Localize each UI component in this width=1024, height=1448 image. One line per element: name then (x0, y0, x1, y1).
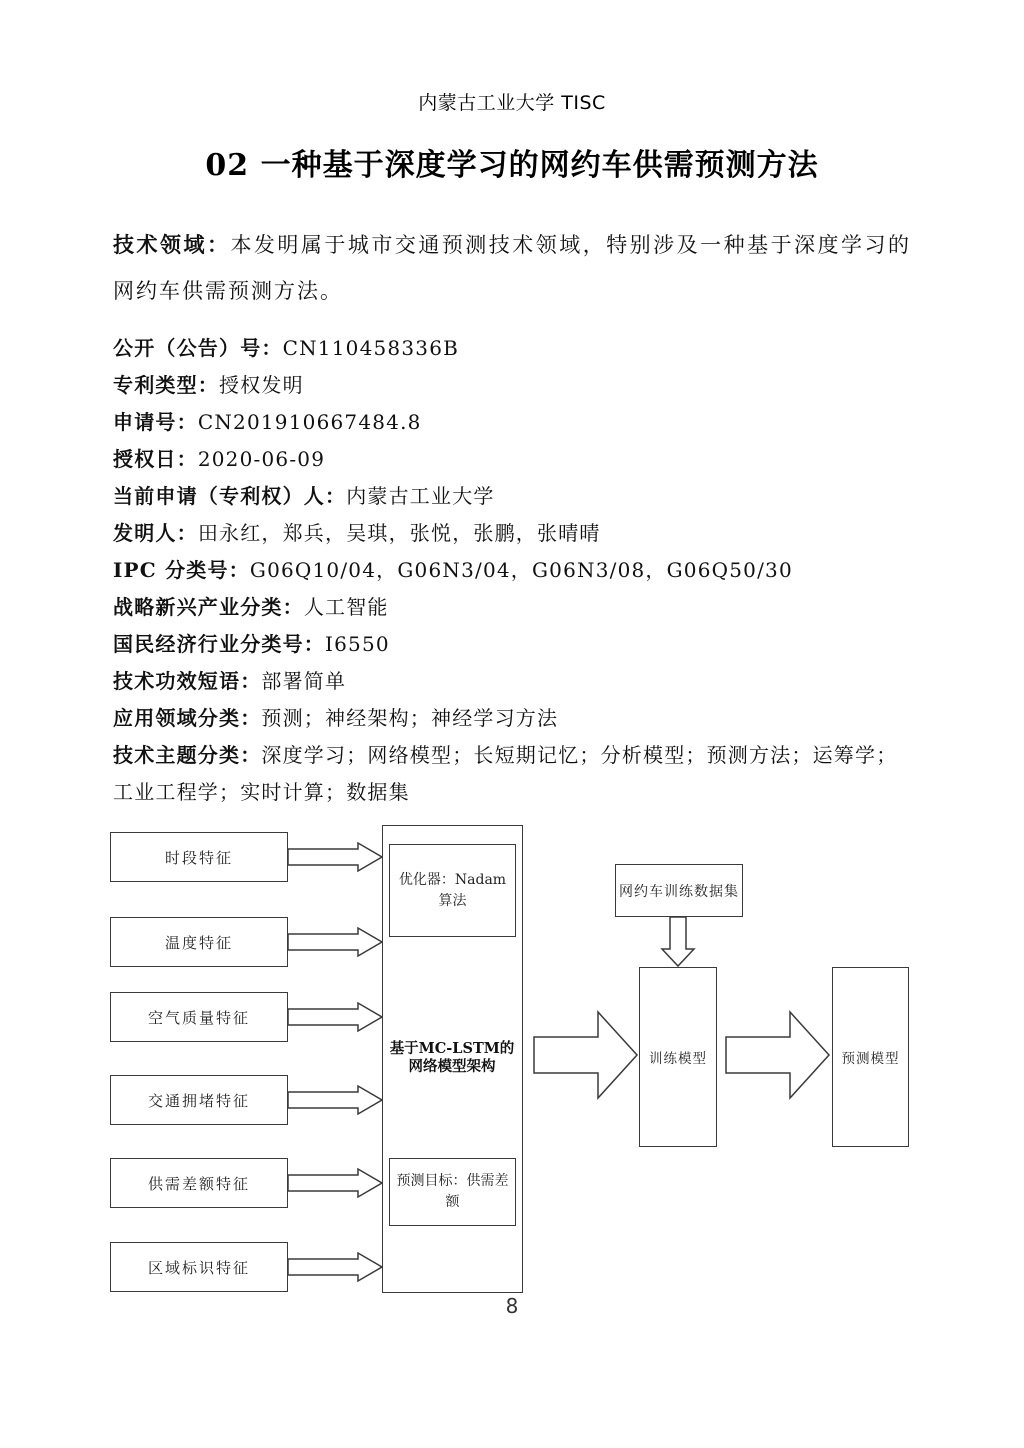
training-dataset-label: 网约车训练数据集 (619, 883, 739, 900)
field-label: 国民经济行业分类号： (113, 632, 325, 656)
feature-box-region-id (110, 1242, 288, 1292)
field-label: 申请号： (113, 410, 198, 434)
field-value: CN201910667484.8 (197, 410, 422, 434)
field-label: 战略新兴产业分类： (113, 595, 304, 619)
field-label: 公开（公告）号： (113, 336, 283, 360)
train-model-label: 训练模型 (649, 1051, 707, 1067)
training-dataset-box (615, 864, 743, 917)
field-value: G06Q10/04，G06N3/04，G06N3/08，G06Q50/30 (249, 558, 793, 582)
arrow-feature-4-icon (288, 1086, 382, 1114)
predict-model-box (832, 967, 909, 1147)
arrow-feature-5-icon (288, 1169, 382, 1197)
arrow-feature-1-icon (288, 843, 382, 871)
field-value: CN110458336B (282, 336, 460, 360)
flowchart-diagram (0, 815, 1024, 1315)
field-label: 专利类型： (113, 373, 219, 397)
field-value: I6550 (325, 632, 390, 656)
field-value: 2020-06-09 (197, 447, 326, 471)
field-label: 应用领域分类： (113, 706, 262, 730)
field-label: 授权日： (113, 447, 198, 471)
field-row-current-assignee (113, 478, 911, 515)
technical-field-text: 本发明属于城市交通预测技术领域，特别涉及一种基于深度学习的网约车供需预测方法。 (113, 233, 912, 303)
field-row-application-number (113, 404, 911, 441)
page-title: 02 一种基于深度学习的网约车供需预测方法 (205, 148, 819, 183)
feature-box-traffic-congestion (110, 1075, 288, 1125)
feature-box-air-quality (110, 992, 288, 1042)
feature-box-label: 交通拥堵特征 (147, 1091, 250, 1110)
arrow-network-to-train-icon (534, 1012, 637, 1098)
technical-field-label: 技术领域： (113, 232, 231, 257)
field-label: 技术主题分类： (113, 743, 262, 767)
field-value: 部署简单 (261, 669, 347, 693)
feature-box-time-period (110, 832, 288, 882)
feature-box-label: 时段特征 (164, 848, 233, 867)
arrow-feature-6-icon (288, 1253, 382, 1281)
optimizer-box-label: 优化器：Nadam算法 (398, 871, 507, 909)
field-label: 发明人： (113, 521, 198, 545)
network-architecture-label: 基于MC-LSTM的网络模型架构 (389, 1040, 515, 1075)
field-value: 田永红，郑兵，吴琪，张悦，张鹏，张晴晴 (197, 521, 601, 545)
feature-box-label: 空气质量特征 (147, 1008, 250, 1027)
arrow-feature-2-icon (288, 928, 382, 956)
field-label: 当前申请（专利权）人： (113, 484, 347, 508)
technical-field-paragraph (113, 222, 911, 314)
feature-box-label: 区域标识特征 (147, 1258, 250, 1277)
field-label: 技术功效短语： (113, 669, 262, 693)
field-value: 预测；神经架构；神经学习方法 (261, 706, 559, 730)
prediction-target-label: 预测目标：供需差额 (396, 1173, 509, 1210)
arrow-feature-3-icon (288, 1003, 382, 1031)
prediction-target-box (389, 1158, 516, 1226)
field-value: 内蒙古工业大学 (346, 484, 495, 508)
field-row-technical-topic (113, 737, 911, 811)
field-row-technical-effect (113, 663, 911, 700)
feature-box-label: 供需差额特征 (147, 1174, 250, 1193)
field-value: 授权发明 (219, 373, 304, 397)
field-row-patent-type (113, 367, 911, 404)
arrow-dataset-down-icon (662, 917, 694, 966)
arrow-train-to-predict-icon (726, 1012, 829, 1098)
field-value: 人工智能 (303, 595, 389, 619)
field-row-publication-number (113, 330, 911, 367)
field-value: 深度学习；网络模型；长短期记忆；分析模型；预测方法；运筹学；工业工程学；实时计算；数据集 (113, 743, 898, 804)
feature-box-temperature (110, 917, 288, 967)
predict-model-label: 预测模型 (841, 1051, 900, 1067)
field-label: IPC 分类号： (113, 558, 250, 582)
optimizer-box (389, 844, 516, 937)
feature-box-supply-demand-gap (110, 1158, 288, 1208)
field-row-inventors (113, 515, 911, 552)
field-row-application-domain (113, 700, 911, 737)
page-number: 8 (505, 1294, 519, 1318)
field-row-strategic-industry (113, 589, 911, 626)
train-model-box (639, 967, 717, 1147)
feature-box-label: 温度特征 (164, 933, 233, 952)
field-row-economic-classification (113, 626, 911, 663)
field-row-grant-date (113, 441, 911, 478)
document-header: 内蒙古工业大学 TISC (418, 92, 606, 114)
field-row-ipc-classification (113, 552, 911, 589)
patent-metadata-list (113, 330, 911, 811)
